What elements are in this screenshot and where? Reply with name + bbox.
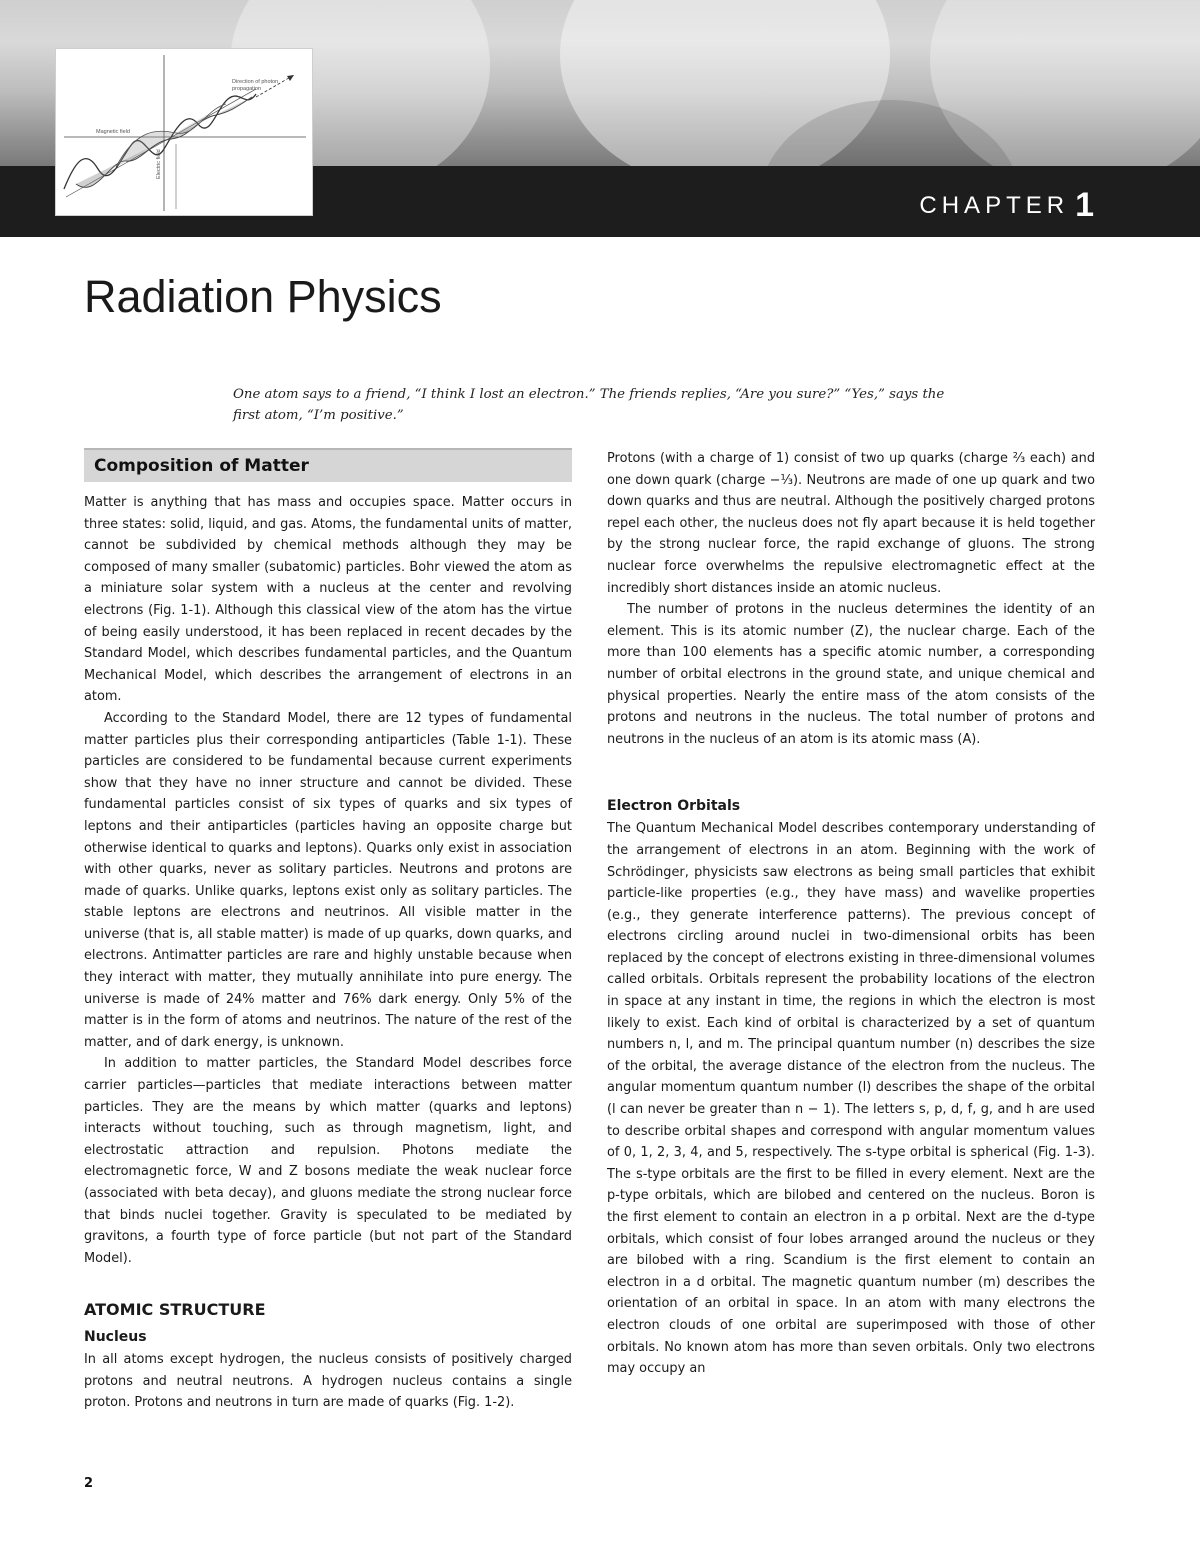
subheading-electron-orbitals: Electron Orbitals	[607, 798, 741, 815]
chapter-number: 1	[1075, 186, 1094, 224]
em-wave-figure	[55, 48, 313, 216]
subheading-atomic-structure: ATOMIC STRUCTURE	[84, 1300, 266, 1320]
figure-label-electric: Electric field	[156, 149, 162, 179]
chapter-label	[919, 186, 1094, 225]
paragraph-standard-model: According to the Standard Model, there are 12 types of fundamental matter particles plus their corresponding antiparticles (Table 1-1). These particles are considered to be fundamental because current experiments show that they have no inner structure and cannot be divided. These fundamental particles consist of six types of quarks and six types of leptons and their antiparticles (particles having an opposite charge but otherwise identical to quarks and leptons). Quarks only exist in association with other quarks, never as solitary particles. Neutrons and protons are made of quarks. Unlike quarks, leptons exist only as solitary particles. The stable leptons are electrons and neutrinos. All visible matter in the universe (that is, all stable matter) is made of up quarks, down quarks, and electrons. Antimatter particles are rare and highly unstable because when they interact with matter, they mutually annihilate into pure energy. The universe is made of 24% matter and 76% dark energy. Only 5% of the matter is in the form of atoms and neutrinos. The nature of the rest of the matter, and of dark energy, is unknown.	[84, 710, 572, 1050]
figure-label-direction: Direction of photon propagation	[232, 79, 279, 92]
section-heading-composition: Composition of Matter	[84, 448, 572, 482]
paragraph-force-carriers: In addition to matter particles, the Standard Model describes force carrier particles—particles that mediate interactions between matter particles. They are the means by which matter (quarks and leptons) interacts without touching, such as through magnetism, light, and electrostatic attraction and repulsion. Photons mediate the electromagnetic force, W and Z bosons mediate the weak nuclear force (associated with beta decay), and gluons mediate the strong nuclear force that binds nuclei together. Gravity is speculated to be mediated by gravitons, a fourth type of force particle (but not part of the Standard Model).	[84, 1056, 572, 1266]
page-title: Radiation Physics	[84, 271, 442, 322]
paragraph-orbitals: The Quantum Mechanical Model describes contemporary understanding of the arrangement of electrons in an atom. Beginning with the work of Schrödinger, physicists saw electrons as being small particles that exhibit particle-like properties (e.g., they have mass) and wavelike properties (e.g., they generate interference patterns). The previous concept of electrons circling around nuclei in two-dimensional orbits has been replaced by the concept of electrons existing in three-dimensional volumes called orbitals. Orbitals represent the probability locations of the electron in space at any instant in time, the regions in which the electron is most likely to exist. Each kind of orbital is characterized by a set of quantum numbers n, l, and m. The principal quantum number (n) describes the size of the orbital, the average distance of the electron from the nucleus. The angular momentum quantum number (l) describes the shape of the orbital (l can never be greater than n − 1). The letters s, p, d, f, g, and h are used to describe orbital shapes and correspond with angular momentum values of 0, 1, 2, 3, 4, and 5, respectively. The s-type orbital is spherical (Fig. 1-3). The s-type orbitals are the first to be filled in every element. Next are the p-type orbitals, which are bilobed and centered on the nucleus. Boron is the first element to contain an electron in a p orbital. Next are the d-type orbitals, which consist of four lobes arranged around the nucleus or they are bilobed with a ring. Scandium is the first element to contain an electron in a d orbital. The magnetic quantum number (m) describes the orientation of an orbital in space. In an atom with many electrons the electron clouds of one orbital are superimposed with those of other orbitals. No known atom has more than seven orbitals. Only two electrons may occupy an	[607, 821, 1095, 1377]
paragraph-matter: Matter is anything that has mass and occupies space. Matter occurs in three states: solid, liquid, and gas. Atoms, the fundamental units of matter, cannot be subdivided by chemical methods although they may be composed of many smaller (subatomic) particles. Bohr viewed the atom as a miniature solar system with a nucleus at the center and revolving electrons (Fig. 1-1). Although this classical view of the atom has the virtue of being easily understood, it has been replaced in recent decades by the Standard Model, which describes fundamental particles, and the Quantum Mechanical Model, which describes the arrangement of electrons in an atom.	[84, 495, 572, 705]
subheading-nucleus: Nucleus	[84, 1328, 147, 1345]
chapter-word: CHAPTER	[919, 192, 1070, 219]
left-column	[84, 448, 572, 1414]
figure-label-magnetic: Magnetic field	[96, 129, 130, 135]
paragraph-protons: Protons (with a charge of 1) consist of two up quarks (charge ⅔ each) and one down quark (charge −⅓). Neutrons are made of one up quark and two down quarks and thus are neutral. Although the positively charged protons repel each other, the nucleus does not fly apart because it is held together by the strong nuclear force, the rapid exchange of gluons. The strong nuclear force overwhelms the repulsive electromagnetic effect at the incredibly short distances inside an atomic nucleus.	[607, 451, 1095, 596]
em-wave-diagram	[56, 49, 312, 215]
paragraph-nucleus: In all atoms except hydrogen, the nucleus consists of positively charged protons and neutral neutrons. A hydrogen nucleus contains a single proton. Protons and neutrons in turn are made of quarks (Fig. 1-2).	[84, 1351, 572, 1411]
page-number: 2	[84, 1476, 94, 1491]
epigraph: One atom says to a friend, “I think I lost an electron.” The friends replies, “Are you sure?” “Yes,” says the first atom, “I’m positive.”	[233, 387, 945, 423]
right-column	[607, 448, 1095, 1380]
paragraph-atomic-number: The number of protons in the nucleus determines the identity of an element. This is its atomic number (Z), the nuclear charge. Each of the more than 100 elements has a specific atomic number, a corresponding number of orbital electrons in the ground state, and unique chemical and physical properties. Nearly the entire mass of the atom consists of the protons and neutrons in the nucleus. The total number of protons and neutrons in the nucleus of an atom is its atomic mass (A).	[607, 602, 1095, 747]
